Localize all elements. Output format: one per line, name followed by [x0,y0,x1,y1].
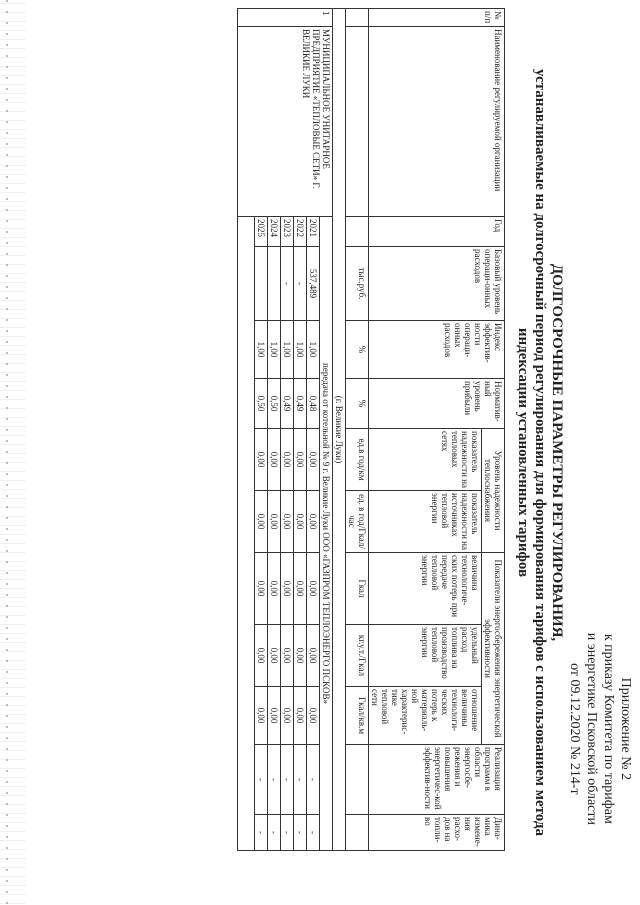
cell-rel-net: 0,00 [268,429,281,491]
cell-index: 1,00 [281,321,294,379]
col-header-energy-eff: Показатели энергосбережения энергетической эффективности [482,553,505,745]
title-line-3: индексации установленных тарифов [515,327,531,578]
col-header-base-level: Базовый уровень операци-онных расходов [369,247,505,321]
col-header-dynamics: Дина-мика измене-ния расхо-дов на топли-во [369,815,505,851]
cell-profit: 0,50 [255,379,268,429]
annex-line-4: от 09.12.2020 № 214-т [567,663,582,795]
cell-base [255,247,268,321]
cell-dynamics: - [307,815,320,851]
cell-programs: - [294,745,307,815]
cell-dynamics: - [268,815,281,851]
units-row [346,9,369,851]
title-line-1: ДОЛГОСРОЧНЫЕ ПАРАМЕТРЫ РЕГУЛИРОВАНИЯ, [549,263,565,642]
section-row [333,9,346,851]
cell-fuel: 0,00 [255,625,268,687]
cell-ratio: 0,00 [307,687,320,745]
col-header-org: Наименование регулируемой организации [369,27,505,217]
parameters-table [237,8,505,851]
cell-profit: 0,49 [294,379,307,429]
cell-rel-src: 0,00 [281,491,294,553]
col-header-norm-profit: Норматив-ный уровень прибыли [369,379,505,429]
cell-base: - [281,247,294,321]
cell-rel-src: 0,00 [307,491,320,553]
unit-empty-dynamics [346,815,369,851]
unit-empty-num [346,9,369,27]
cell-rel-net: 0,00 [281,429,294,491]
blank-cell [238,217,255,851]
cell-ratio: 0,00 [255,687,268,745]
annex-line-3: и энергетике Псковской области [584,632,599,825]
cell-index: 1,00 [255,321,268,379]
cell-fuel: 0,00 [307,625,320,687]
unit-empty-year [346,217,369,247]
unit-empty-org [346,27,369,217]
unit-rel-net: ед.в год/км [346,429,369,491]
col-header-ee-ratio: отношение величины технологи-ческих потерь к материаль-ной характерис-тике тепловой сети [369,687,482,745]
cell-profit: 0,48 [307,379,320,429]
col-header-num: № п/п [369,9,505,27]
cell-fuel: 0,00 [268,625,281,687]
section-label: (г. Великие Луки) [333,9,346,851]
cell-dynamics: - [255,815,268,851]
cell-programs: - [268,745,281,815]
cell-loss: 0,00 [281,553,294,625]
cell-dynamics: - [281,815,294,851]
cell-loss: 0,00 [307,553,320,625]
cell-profit: 0,50 [268,379,281,429]
unit-ee-loss: Гкал [346,553,369,625]
cell-ratio: 0,00 [294,687,307,745]
col-header-ee-loss: величина технологиче-ских потерь при передаче тепловой энергии [369,553,482,625]
unit-ee-ratio: Гкал/кв.м [346,687,369,745]
cell-ratio: 0,00 [281,687,294,745]
cell-profit: 0,49 [281,379,294,429]
header-row [482,9,505,851]
cell-base: 537,489 [307,247,320,321]
cell-year: 2022 [294,217,307,247]
cell-programs: - [255,745,268,815]
cell-year: 2024 [268,217,281,247]
col-header-index-eff: Индекс эффектив-ности операци-онных расходов [369,321,505,379]
cell-index: 1,00 [307,321,320,379]
annex-header [566,633,634,825]
unit-rel-src: ед. в год/Гкал/час [346,491,369,553]
unit-ee-fuel: кг.у.т./Гкал [346,625,369,687]
unit-index-eff: % [346,321,369,379]
subsection-label: передача от котельной № 9 г. Великие Луки ООО «ГАЗПРОМ ТЕПЛОЭНЕРГО ПСКОВ» [320,217,333,851]
col-header-year: Год [369,217,505,247]
cell-index: 1,00 [268,321,281,379]
org-num: 1 [238,9,333,27]
cell-rel-src: 0,00 [255,491,268,553]
cell-programs: - [281,745,294,815]
unit-base-level: тыс.руб. [346,247,369,321]
cell-rel-net: 0,00 [294,429,307,491]
org-row [320,9,333,851]
cell-year: 2025 [255,217,268,247]
annex-line-2: к приказу Комитета по тарифам [601,633,616,824]
cell-loss: 0,00 [294,553,307,625]
col-header-rel-src: показатель надежности на источниках тепловой энергии [369,491,482,553]
unit-norm-profit: % [346,379,369,429]
org-name: МУНИЦИПАЛЬНОЕ УНИТАРНОЕ ПРЕДПРИЯТИЕ «ТЕПЛОВЫЕ СЕТИ» Г. ВЕЛИКИЕ ЛУКИ [238,27,333,217]
cell-rel-net: 0,00 [255,429,268,491]
cell-base: - [294,247,307,321]
col-header-programs: Реализация программ в области энергосбе-режения и повышения энергетичес-кой эффектив-ности [369,745,505,815]
cell-fuel: 0,00 [294,625,307,687]
cell-fuel: 0,00 [281,625,294,687]
col-header-ee-fuel: удельный расход топлива на производство тепловой энергии [369,625,482,687]
cell-year: 2023 [281,217,294,247]
cell-index: 1,00 [294,321,307,379]
cell-rel-net: 0,00 [307,429,320,491]
unit-empty-programs [346,745,369,815]
title-line-2: устанавливаемые на долгосрочный период регулирования для формирования тарифов с использованием метода [532,69,548,836]
cell-programs: - [307,745,320,815]
cell-base [268,247,281,321]
col-header-reliability: Уровень надежности теплоснабжения [482,429,505,553]
cell-rel-src: 0,00 [294,491,307,553]
cell-dynamics: - [294,815,307,851]
document-title [514,0,565,905]
cell-loss: 0,00 [268,553,281,625]
cell-ratio: 0,00 [268,687,281,745]
cell-loss: 0,00 [255,553,268,625]
cell-rel-src: 0,00 [268,491,281,553]
col-header-rel-net: показатель надежности на тепловых сетях [369,429,482,491]
annex-line-1: Приложение № 2 [618,677,633,781]
cell-year: 2021 [307,217,320,247]
